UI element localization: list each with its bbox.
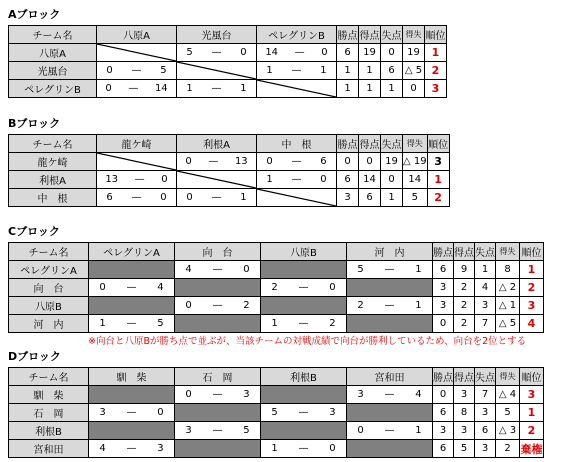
self-match-cell xyxy=(177,62,257,80)
score-for: 0 xyxy=(186,192,193,203)
opponent-header: 宮和田 xyxy=(347,368,433,386)
conceded-cell: 6 xyxy=(475,422,496,440)
team-name: 向 台 xyxy=(9,279,89,297)
match-result xyxy=(261,315,347,333)
points-cell: 6 xyxy=(433,440,454,458)
rank-cell: 3 xyxy=(425,80,447,98)
rank-cell: 3 xyxy=(520,386,544,404)
score-for: 1 xyxy=(99,318,106,329)
team-name: 光風台 xyxy=(9,62,97,80)
score-for: 0 xyxy=(106,65,113,76)
conceded-cell: 1 xyxy=(381,189,403,207)
diff-cell: 0 xyxy=(403,80,425,98)
points-cell: 0 xyxy=(433,386,454,404)
score-against: 1 xyxy=(240,83,247,94)
score-dash: — xyxy=(212,300,223,311)
conceded-cell: 3 xyxy=(475,404,496,422)
score-dash: — xyxy=(384,389,395,400)
scored-cell: 19 xyxy=(359,44,381,62)
score-for: 14 xyxy=(265,47,279,58)
score-against: 2 xyxy=(243,300,250,311)
points-cell: 6 xyxy=(337,44,359,62)
team-name: 宮和田 xyxy=(9,440,89,458)
score-against: 5 xyxy=(157,318,164,329)
conceded-cell: 1 xyxy=(381,80,403,98)
score-dash: — xyxy=(211,83,222,94)
team-name: ペレグリンB xyxy=(9,80,97,98)
match-result xyxy=(89,279,175,297)
conceded-header: 失点 xyxy=(475,243,496,261)
score-for: 6 xyxy=(106,192,113,203)
no-match-cell xyxy=(175,404,261,422)
score-for: 1 xyxy=(271,443,278,454)
score-for: 5 xyxy=(186,47,193,58)
score-dash: — xyxy=(126,407,137,418)
score-against: 2 xyxy=(329,318,336,329)
diff-cell: 19 xyxy=(403,44,425,62)
conceded-cell: 19 xyxy=(381,153,403,171)
team-name: 利根B xyxy=(9,422,89,440)
team-header: チーム名 xyxy=(9,26,97,44)
score-for: 4 xyxy=(185,264,192,275)
block-title: Cブロック xyxy=(8,225,60,238)
diff-header: 得失 xyxy=(403,135,428,153)
rank-cell: 2 xyxy=(520,422,544,440)
score-dash: — xyxy=(298,282,309,293)
score-for: 3 xyxy=(185,425,192,436)
score-against: 13 xyxy=(234,156,248,167)
table-row xyxy=(9,153,450,171)
no-match-cell xyxy=(347,315,433,333)
diff-cell: △ 1 xyxy=(496,297,520,315)
rank-cell: 1 xyxy=(520,261,544,279)
diff-cell: △ 5 xyxy=(496,315,520,333)
score-dash: — xyxy=(384,300,395,311)
rank-cell: 2 xyxy=(520,279,544,297)
scored-header: 得点 xyxy=(454,243,475,261)
table-row xyxy=(9,44,447,62)
points-cell: 3 xyxy=(337,189,359,207)
match-result xyxy=(261,440,347,458)
standings-table xyxy=(8,25,447,98)
diff-cell: △ 5 xyxy=(403,62,425,80)
score-for: 13 xyxy=(105,174,119,185)
score-for: 0 xyxy=(185,300,192,311)
match-result xyxy=(257,62,337,80)
score-against: 1 xyxy=(415,300,422,311)
no-match-cell xyxy=(89,261,175,279)
score-for: 3 xyxy=(357,389,364,400)
match-result xyxy=(97,62,177,80)
opponent-header: 石 岡 xyxy=(175,368,261,386)
tiebreak-note: ※向台と八原Bが勝ち点で並ぶが、当該チームの対戦成績で向台が勝利しているため、向台を2位とする xyxy=(88,336,527,347)
conceded-cell: 0 xyxy=(381,171,403,189)
match-result xyxy=(175,297,261,315)
score-against: 6 xyxy=(320,156,327,167)
match-result xyxy=(261,404,347,422)
diff-cell: 5 xyxy=(403,189,428,207)
score-against: 3 xyxy=(329,407,336,418)
conceded-header: 失点 xyxy=(381,135,403,153)
score-against: 0 xyxy=(160,192,167,203)
rank-header: 順位 xyxy=(425,26,447,44)
score-for: 5 xyxy=(357,264,364,275)
diff-header: 得失 xyxy=(403,26,425,44)
team-name: 中 根 xyxy=(9,189,97,207)
scored-cell: 5 xyxy=(454,440,475,458)
table-row xyxy=(9,261,544,279)
no-match-cell xyxy=(347,440,433,458)
opponent-header: ペレグリンB xyxy=(257,26,337,44)
match-result xyxy=(347,386,433,404)
table-row xyxy=(9,440,544,458)
points-cell: 6 xyxy=(433,404,454,422)
score-against: 5 xyxy=(243,425,250,436)
no-match-cell xyxy=(175,279,261,297)
match-result xyxy=(257,44,337,62)
scored-header: 得点 xyxy=(454,368,475,386)
no-match-cell xyxy=(89,297,175,315)
rank-header: 順位 xyxy=(520,368,544,386)
table-row xyxy=(9,171,450,189)
score-against: 14 xyxy=(154,83,168,94)
no-match-cell xyxy=(89,386,175,404)
match-result xyxy=(257,171,337,189)
score-against: 0 xyxy=(240,47,247,58)
score-dash: — xyxy=(291,174,302,185)
self-match-cell xyxy=(97,153,177,171)
diff-cell: △ 3 xyxy=(496,422,520,440)
opponent-header: 利根A xyxy=(177,135,257,153)
opponent-header: 八原A xyxy=(97,26,177,44)
opponent-header: 向 台 xyxy=(175,243,261,261)
team-name: 利根A xyxy=(9,171,97,189)
scored-cell: 9 xyxy=(454,261,475,279)
table-row xyxy=(9,189,450,207)
score-against: 0 xyxy=(329,443,336,454)
team-name: 龍ケ崎 xyxy=(9,153,97,171)
score-against: 5 xyxy=(160,65,167,76)
match-result xyxy=(347,297,433,315)
conceded-cell: 1 xyxy=(475,261,496,279)
score-dash: — xyxy=(384,264,395,275)
conceded-cell: 4 xyxy=(475,279,496,297)
scored-cell: 2 xyxy=(454,315,475,333)
rank-cell: 棄権 xyxy=(520,440,544,458)
score-against: 0 xyxy=(329,282,336,293)
points-cell: 3 xyxy=(433,279,454,297)
score-against: 0 xyxy=(321,47,328,58)
diff-header: 得失 xyxy=(496,368,520,386)
match-result xyxy=(89,404,175,422)
points-cell: 6 xyxy=(337,171,359,189)
score-for: 0 xyxy=(185,389,192,400)
no-match-cell xyxy=(261,261,347,279)
score-dash: — xyxy=(298,443,309,454)
conceded-cell: 6 xyxy=(381,62,403,80)
match-result xyxy=(177,44,257,62)
diff-cell: △ 2 xyxy=(496,279,520,297)
rank-cell: 1 xyxy=(425,44,447,62)
score-dash: — xyxy=(134,174,145,185)
match-result xyxy=(177,189,257,207)
standings-table xyxy=(8,134,450,207)
score-against: 4 xyxy=(415,389,422,400)
score-dash: — xyxy=(211,47,222,58)
match-result xyxy=(89,315,175,333)
diff-cell: 8 xyxy=(496,261,520,279)
match-result xyxy=(347,261,433,279)
opponent-header: 中 根 xyxy=(257,135,337,153)
points-cell: 1 xyxy=(337,80,359,98)
score-against: 1 xyxy=(320,65,327,76)
opponent-header: 河 内 xyxy=(347,243,433,261)
score-dash: — xyxy=(126,282,137,293)
diff-cell: 5 xyxy=(496,404,520,422)
rank-header: 順位 xyxy=(520,243,544,261)
team-header: チーム名 xyxy=(9,368,89,386)
standings-table xyxy=(8,242,544,333)
score-for: 1 xyxy=(271,318,278,329)
match-result xyxy=(97,189,177,207)
score-for: 0 xyxy=(266,156,273,167)
diff-cell: △ 19 xyxy=(403,153,428,171)
team-name: 河 内 xyxy=(9,315,89,333)
no-match-cell xyxy=(175,440,261,458)
scored-cell: 14 xyxy=(359,171,381,189)
match-result xyxy=(177,153,257,171)
opponent-header: 龍ケ崎 xyxy=(97,135,177,153)
scored-cell: 2 xyxy=(454,279,475,297)
scored-cell: 8 xyxy=(454,404,475,422)
match-result xyxy=(261,279,347,297)
diff-cell: △ 4 xyxy=(496,386,520,404)
points-cell: 1 xyxy=(337,62,359,80)
header-row xyxy=(9,243,544,261)
score-dash: — xyxy=(126,443,137,454)
table-row xyxy=(9,80,447,98)
rank-cell: 3 xyxy=(520,297,544,315)
score-for: 0 xyxy=(185,156,192,167)
score-against: 3 xyxy=(157,443,164,454)
no-match-cell xyxy=(261,422,347,440)
score-against: 0 xyxy=(320,174,327,185)
score-dash: — xyxy=(298,318,309,329)
self-match-cell xyxy=(177,171,257,189)
match-result xyxy=(175,386,261,404)
diff-header: 得失 xyxy=(496,243,520,261)
points-cell: 0 xyxy=(433,315,454,333)
block-title: Dブロック xyxy=(8,350,61,363)
no-match-cell xyxy=(347,279,433,297)
score-against: 0 xyxy=(243,264,250,275)
rank-cell: 1 xyxy=(520,404,544,422)
conceded-cell: 7 xyxy=(475,386,496,404)
scored-cell: 1 xyxy=(359,62,381,80)
score-dash: — xyxy=(212,389,223,400)
match-result xyxy=(97,171,177,189)
score-for: 0 xyxy=(105,83,112,94)
conceded-cell: 3 xyxy=(475,440,496,458)
score-dash: — xyxy=(291,65,302,76)
score-dash: — xyxy=(131,192,142,203)
score-for: 1 xyxy=(186,83,193,94)
score-for: 2 xyxy=(271,282,278,293)
points-header: 勝点 xyxy=(433,243,454,261)
score-dash: — xyxy=(211,192,222,203)
match-result xyxy=(347,422,433,440)
team-name: 石 岡 xyxy=(9,404,89,422)
score-against: 0 xyxy=(157,407,164,418)
score-dash: — xyxy=(291,156,302,167)
opponent-header: 八原B xyxy=(261,243,347,261)
header-row xyxy=(9,26,447,44)
score-against: 3 xyxy=(243,389,250,400)
table-row xyxy=(9,62,447,80)
header-row xyxy=(9,368,544,386)
points-cell: 3 xyxy=(433,422,454,440)
score-dash: — xyxy=(131,65,142,76)
points-cell: 6 xyxy=(433,261,454,279)
self-match-cell xyxy=(257,189,337,207)
conceded-header: 失点 xyxy=(475,368,496,386)
no-match-cell xyxy=(261,297,347,315)
diff-cell: 14 xyxy=(403,171,428,189)
conceded-cell: 7 xyxy=(475,315,496,333)
scored-cell: 3 xyxy=(454,386,475,404)
no-match-cell xyxy=(89,422,175,440)
table-row xyxy=(9,315,544,333)
score-against: 1 xyxy=(240,192,247,203)
team-header: チーム名 xyxy=(9,135,97,153)
table-row xyxy=(9,386,544,404)
rank-cell: 2 xyxy=(425,62,447,80)
no-match-cell xyxy=(175,315,261,333)
rank-header: 順位 xyxy=(427,135,449,153)
self-match-cell xyxy=(97,44,177,62)
score-against: 1 xyxy=(415,425,422,436)
scored-header: 得点 xyxy=(359,135,381,153)
match-result xyxy=(89,440,175,458)
points-header: 勝点 xyxy=(433,368,454,386)
score-for: 1 xyxy=(266,174,273,185)
match-result xyxy=(257,153,337,171)
self-match-cell xyxy=(257,80,337,98)
diff-cell: 2 xyxy=(496,440,520,458)
score-for: 2 xyxy=(357,300,364,311)
opponent-header: ペレグリンA xyxy=(89,243,175,261)
block-title: Bブロック xyxy=(8,117,61,130)
score-for: 3 xyxy=(99,407,106,418)
score-for: 4 xyxy=(99,443,106,454)
scored-cell: 2 xyxy=(454,297,475,315)
scored-cell: 3 xyxy=(454,422,475,440)
header-row xyxy=(9,135,450,153)
score-dash: — xyxy=(128,83,139,94)
points-header: 勝点 xyxy=(337,135,359,153)
scored-cell: 1 xyxy=(359,80,381,98)
table-row xyxy=(9,422,544,440)
table-row xyxy=(9,279,544,297)
score-for: 1 xyxy=(266,65,273,76)
team-name: ペレグリンA xyxy=(9,261,89,279)
rank-cell: 1 xyxy=(427,171,449,189)
score-dash: — xyxy=(208,156,219,167)
opponent-header: 利根B xyxy=(261,368,347,386)
team-name: 八原B xyxy=(9,297,89,315)
score-against: 4 xyxy=(157,282,164,293)
opponent-header: 馴 柴 xyxy=(89,368,175,386)
scored-cell: 0 xyxy=(359,153,381,171)
rank-cell: 3 xyxy=(427,153,449,171)
score-dash: — xyxy=(294,47,305,58)
match-result xyxy=(97,80,177,98)
score-dash: — xyxy=(212,264,223,275)
match-result xyxy=(175,422,261,440)
match-result xyxy=(177,80,257,98)
score-dash: — xyxy=(384,425,395,436)
no-match-cell xyxy=(347,404,433,422)
opponent-header: 光風台 xyxy=(177,26,257,44)
score-against: 0 xyxy=(161,174,168,185)
score-against: 1 xyxy=(415,264,422,275)
score-dash: — xyxy=(126,318,137,329)
team-name: 馴 柴 xyxy=(9,386,89,404)
standings-table xyxy=(8,367,544,458)
conceded-cell: 3 xyxy=(475,297,496,315)
points-cell: 0 xyxy=(337,153,359,171)
scored-cell: 6 xyxy=(359,189,381,207)
score-for: 0 xyxy=(357,425,364,436)
score-for: 0 xyxy=(99,282,106,293)
table-row xyxy=(9,404,544,422)
table-row xyxy=(9,297,544,315)
conceded-cell: 0 xyxy=(381,44,403,62)
points-header: 勝点 xyxy=(337,26,359,44)
team-name: 八原A xyxy=(9,44,97,62)
block-title: Aブロック xyxy=(8,8,61,21)
score-for: 5 xyxy=(271,407,278,418)
no-match-cell xyxy=(261,386,347,404)
conceded-header: 失点 xyxy=(381,26,403,44)
score-dash: — xyxy=(212,425,223,436)
score-dash: — xyxy=(298,407,309,418)
rank-cell: 2 xyxy=(427,189,449,207)
points-cell: 3 xyxy=(433,297,454,315)
match-result xyxy=(175,261,261,279)
scored-header: 得点 xyxy=(359,26,381,44)
rank-cell: 4 xyxy=(520,315,544,333)
team-header: チーム名 xyxy=(9,243,89,261)
